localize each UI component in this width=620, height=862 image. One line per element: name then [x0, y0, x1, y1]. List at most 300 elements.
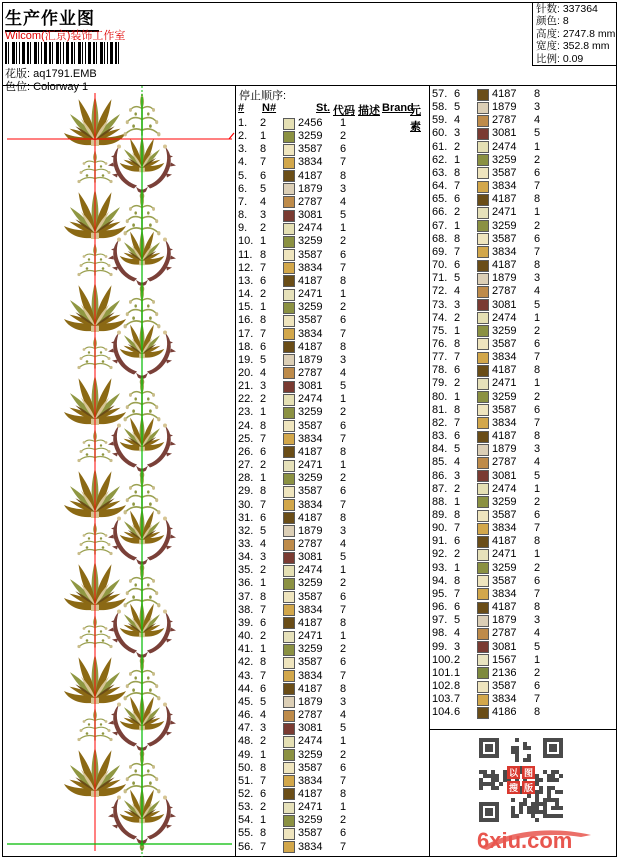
colorway-label: 色位: [5, 81, 31, 93]
cell-c-n: 8 [454, 232, 461, 245]
cell-c-st: 3834 [492, 351, 517, 364]
cell-c-cd: 3 [339, 524, 347, 537]
table-row [430, 351, 616, 364]
cell-c-i: 1. [238, 117, 248, 129]
cell-c-n: 7 [454, 416, 461, 429]
table-row [430, 141, 616, 154]
cell-c-cd: 1 [533, 482, 541, 495]
cell-c-i: 45. [238, 695, 254, 708]
cell-c-i: 94. [432, 574, 448, 587]
cell-c-st: 3587 [492, 337, 517, 350]
thread-color-swatch [283, 341, 295, 353]
table-row [236, 577, 429, 590]
thread-color-swatch [477, 510, 489, 522]
cell-c-n: 1 [260, 814, 267, 827]
cell-c-i: 61. [432, 140, 448, 153]
cell-c-i: 19. [238, 353, 254, 366]
table-row [430, 259, 616, 272]
cell-c-st: 3259 [298, 472, 323, 485]
cell-c-st: 1879 [298, 182, 323, 195]
cell-c-n: 8 [260, 419, 267, 432]
qr-finder-icon [479, 802, 499, 822]
cell-c-st: 3259 [492, 219, 517, 232]
cell-c-cd: 6 [339, 143, 347, 156]
cell-c-cd: 8 [339, 616, 347, 629]
cell-c-i: 26. [238, 445, 254, 458]
cell-c-st: 2456 [298, 117, 323, 129]
cell-c-cd: 7 [533, 693, 541, 706]
thread-color-swatch [283, 499, 295, 511]
cell-c-i: 38. [238, 603, 254, 616]
table-row [236, 156, 429, 169]
cell-c-cd: 2 [339, 577, 347, 590]
cell-c-cd: 4 [339, 195, 347, 208]
cell-c-cd: 8 [533, 601, 541, 614]
cell-c-cd: 8 [533, 535, 541, 548]
table-row [236, 564, 429, 577]
cell-c-st: 1879 [298, 524, 323, 537]
qr-code [479, 738, 563, 822]
table-row [236, 749, 429, 762]
cell-c-cd: 1 [339, 735, 347, 748]
thread-color-swatch [477, 654, 489, 666]
cell-c-i: 75. [432, 324, 448, 337]
table-row [430, 338, 616, 351]
cell-c-i: 48. [238, 735, 254, 748]
stamp-char: 版 [523, 783, 533, 793]
cell-c-cd: 2 [339, 130, 347, 143]
cell-c-i: 46. [238, 709, 254, 722]
cell-c-cd: 3 [533, 272, 541, 285]
cell-c-i: 103. [432, 693, 454, 706]
cell-c-n: 4 [454, 456, 461, 469]
cell-c-cd: 3 [533, 614, 541, 627]
cell-c-i: 83. [432, 430, 448, 443]
cell-c-cd: 2 [339, 235, 347, 248]
cell-c-i: 24. [238, 419, 254, 432]
cell-c-st: 2474 [298, 735, 323, 748]
cell-c-st: 2474 [298, 393, 323, 406]
table-row [430, 206, 616, 219]
cell-c-cd: 2 [533, 153, 541, 166]
cell-c-i: 28. [238, 472, 254, 485]
cell-c-i: 78. [432, 364, 448, 377]
table-row [430, 522, 616, 535]
cell-c-n: 4 [454, 285, 461, 298]
cell-c-cd: 7 [339, 774, 347, 787]
cell-c-st: 2474 [298, 564, 323, 577]
cell-c-st: 4187 [492, 601, 517, 614]
thread-color-swatch [477, 431, 489, 443]
cell-c-i: 10. [238, 235, 254, 248]
thread-color-swatch [283, 604, 295, 616]
thread-color-swatch [477, 312, 489, 324]
cell-c-st: 3834 [298, 156, 323, 169]
cell-c-st: 4187 [492, 535, 517, 548]
table-row [430, 483, 616, 496]
cell-c-st: 3081 [298, 380, 323, 393]
cell-c-st: 4186 [492, 706, 517, 719]
cell-c-i: 85. [432, 456, 448, 469]
table-row [236, 551, 429, 564]
cell-c-n: 3 [454, 469, 461, 482]
cell-c-i: 18. [238, 340, 254, 353]
thread-color-swatch [477, 588, 489, 600]
thread-color-swatch [283, 591, 295, 603]
cell-c-i: 73. [432, 298, 448, 311]
cell-c-n: 7 [454, 522, 461, 535]
cell-c-n: 7 [454, 693, 461, 706]
cell-c-n: 1 [454, 219, 461, 232]
cell-c-cd: 2 [339, 814, 347, 827]
cell-c-n: 1 [260, 130, 267, 143]
cell-c-st: 3081 [298, 722, 323, 735]
cell-c-cd: 3 [339, 695, 347, 708]
table-row [236, 827, 429, 840]
thread-color-swatch [477, 549, 489, 561]
table-row [430, 167, 616, 180]
cell-c-st: 3587 [298, 419, 323, 432]
table-row [236, 656, 429, 669]
thread-color-swatch [283, 302, 295, 314]
cell-c-n: 2 [260, 117, 267, 129]
cell-c-st: 4187 [298, 169, 323, 182]
table-row [430, 272, 616, 285]
cell-c-n: 6 [454, 364, 461, 377]
cell-c-cd: 4 [533, 114, 541, 127]
embroidery-preview-panel [2, 86, 236, 857]
cell-c-n: 1 [454, 495, 461, 508]
embroidery-design [2, 86, 235, 857]
cell-c-n: 4 [260, 195, 267, 208]
cell-c-n: 7 [454, 351, 461, 364]
cell-c-n: 2 [260, 564, 267, 577]
cell-c-i: 14. [238, 288, 254, 301]
thread-color-swatch [477, 128, 489, 140]
table-row [236, 814, 429, 827]
cell-c-n: 3 [454, 127, 461, 140]
cell-c-n: 3 [454, 298, 461, 311]
cell-c-n: 6 [260, 616, 267, 629]
thread-color-swatch [477, 325, 489, 337]
thread-color-swatch [283, 565, 295, 577]
cell-c-st: 4187 [298, 445, 323, 458]
site-logo [477, 822, 597, 856]
cell-c-i: 63. [432, 166, 448, 179]
cell-c-cd: 7 [339, 327, 347, 340]
thread-color-swatch [283, 749, 295, 761]
cell-c-i: 96. [432, 601, 448, 614]
cell-c-n: 2 [454, 377, 461, 390]
thread-color-swatch [477, 286, 489, 298]
cell-c-cd: 7 [339, 669, 347, 682]
cell-c-cd: 6 [533, 232, 541, 245]
cell-c-i: 52. [238, 787, 254, 800]
cell-c-i: 42. [238, 656, 254, 669]
table-row [430, 180, 616, 193]
cell-c-n: 5 [260, 353, 267, 366]
cell-c-cd: 8 [339, 340, 347, 353]
cell-c-st: 4187 [298, 340, 323, 353]
cell-c-cd: 7 [533, 245, 541, 258]
qr-finder-icon [543, 738, 563, 758]
cell-c-st: 3834 [492, 693, 517, 706]
table-row [236, 485, 429, 498]
cell-c-i: 32. [238, 524, 254, 537]
cell-c-cd: 6 [339, 419, 347, 432]
table-row [430, 443, 616, 456]
cell-c-i: 62. [432, 153, 448, 166]
cell-c-n: 4 [260, 709, 267, 722]
table-row [430, 233, 616, 246]
table-row [236, 117, 429, 130]
thread-color-swatch [477, 628, 489, 640]
table-row [430, 285, 616, 298]
thread-color-swatch [283, 617, 295, 629]
table-row [236, 446, 429, 459]
cell-c-i: 40. [238, 630, 254, 643]
cell-c-st: 3587 [492, 574, 517, 587]
thread-color-swatch [477, 299, 489, 311]
thread-color-swatch [283, 157, 295, 169]
cell-c-i: 36. [238, 577, 254, 590]
cell-c-i: 66. [432, 206, 448, 219]
cell-c-i: 39. [238, 616, 254, 629]
cell-c-cd: 4 [339, 709, 347, 722]
table-row [236, 591, 429, 604]
cell-c-cd: 7 [339, 603, 347, 616]
cell-c-cd: 1 [339, 459, 347, 472]
site-url: 6xiu.com [477, 828, 573, 853]
cell-c-st: 3259 [298, 235, 323, 248]
cell-c-st: 3587 [298, 314, 323, 327]
cell-c-cd: 5 [339, 551, 347, 564]
cell-c-cd: 8 [533, 706, 541, 719]
cell-c-st: 2474 [492, 311, 517, 324]
thread-color-swatch [477, 115, 489, 127]
table-row [430, 693, 616, 706]
table-row [236, 249, 429, 262]
thread-color-swatch [283, 249, 295, 261]
cell-c-st: 2787 [492, 627, 517, 640]
thread-color-swatch [283, 736, 295, 748]
cell-c-n: 8 [454, 509, 461, 521]
cell-c-st: 3587 [298, 143, 323, 156]
red-stamp [507, 766, 535, 794]
cell-c-cd: 2 [533, 219, 541, 232]
info-row: 高度: 2747.8 mm [536, 27, 616, 40]
cell-c-st: 4187 [298, 787, 323, 800]
cell-c-cd: 6 [533, 337, 541, 350]
cell-c-n: 3 [260, 551, 267, 564]
cell-c-n: 6 [260, 787, 267, 800]
cell-c-i: 22. [238, 393, 254, 406]
table-row [236, 775, 429, 788]
cell-c-cd: 6 [533, 574, 541, 587]
cell-c-cd: 1 [533, 311, 541, 324]
cell-c-n: 7 [260, 432, 267, 445]
cell-c-st: 2471 [298, 459, 323, 472]
thread-color-swatch [477, 523, 489, 535]
cell-c-i: 58. [432, 101, 448, 114]
cell-c-n: 3 [260, 209, 267, 222]
thread-color-swatch [283, 131, 295, 143]
stop-sequence-panel-2 [429, 86, 616, 730]
cell-c-st: 3587 [298, 761, 323, 774]
cell-c-cd: 7 [339, 156, 347, 169]
table-row [236, 617, 429, 630]
cell-c-n: 6 [260, 169, 267, 182]
cell-c-n: 7 [260, 327, 267, 340]
col-header-brand: Brand [382, 102, 414, 114]
cell-c-st: 3259 [298, 577, 323, 590]
cell-c-n: 6 [454, 88, 461, 100]
cell-c-i: 37. [238, 590, 254, 603]
cell-c-n: 6 [454, 706, 461, 719]
table-row [236, 380, 429, 393]
thread-color-swatch [283, 433, 295, 445]
thread-color-swatch [283, 420, 295, 432]
cell-c-n: 7 [454, 245, 461, 258]
qr-finder-icon [479, 738, 499, 758]
cell-c-i: 88. [432, 495, 448, 508]
cell-c-n: 6 [454, 193, 461, 206]
cell-c-cd: 2 [339, 406, 347, 419]
cell-c-st: 3834 [492, 587, 517, 600]
cell-c-n: 1 [260, 301, 267, 314]
cell-c-cd: 7 [533, 587, 541, 600]
cell-c-cd: 5 [533, 469, 541, 482]
cell-c-cd: 6 [339, 590, 347, 603]
cell-c-i: 29. [238, 485, 254, 498]
table-row [236, 525, 429, 538]
table-row [236, 209, 429, 222]
thread-color-swatch [477, 273, 489, 285]
design-file-label: 花版: [5, 68, 31, 80]
cell-c-n: 5 [454, 101, 461, 114]
cell-c-i: 104. [432, 706, 454, 719]
cell-c-n: 8 [260, 590, 267, 603]
cell-c-n: 8 [260, 485, 267, 498]
thread-color-swatch [283, 460, 295, 472]
table-row [430, 246, 616, 259]
cell-c-st: 2471 [298, 288, 323, 301]
cell-c-i: 3. [238, 143, 248, 156]
table-row [430, 706, 616, 719]
cell-c-i: 101. [432, 666, 454, 679]
cell-c-i: 80. [432, 390, 448, 403]
table-row [430, 391, 616, 404]
stamp-char: 图 [523, 768, 533, 778]
table-row [236, 841, 429, 854]
thread-color-swatch [477, 641, 489, 653]
cell-c-st: 2471 [492, 206, 517, 219]
cell-c-n: 2 [260, 288, 267, 301]
cell-c-i: 76. [432, 337, 448, 350]
cell-c-n: 7 [260, 840, 267, 853]
cell-c-st: 4187 [492, 259, 517, 272]
cell-c-st: 3834 [298, 840, 323, 853]
cell-c-st: 4187 [298, 274, 323, 287]
thread-color-swatch [283, 183, 295, 195]
col-header-stitch: St. [316, 102, 331, 114]
thread-color-swatch [283, 473, 295, 485]
cell-c-i: 81. [432, 403, 448, 416]
cell-c-cd: 1 [339, 288, 347, 301]
cell-c-i: 68. [432, 232, 448, 245]
thread-color-swatch [283, 696, 295, 708]
thread-color-swatch [283, 657, 295, 669]
cell-c-cd: 6 [533, 166, 541, 179]
colorway-value: Colorway 1 [33, 81, 89, 93]
cell-c-i: 21. [238, 380, 254, 393]
table-row [430, 299, 616, 312]
cell-c-n: 8 [260, 143, 267, 156]
cell-c-st: 2471 [298, 801, 323, 814]
cell-c-cd: 5 [339, 209, 347, 222]
cell-c-cd: 1 [533, 377, 541, 390]
cell-c-st: 4187 [298, 682, 323, 695]
cell-c-st: 3259 [492, 561, 517, 574]
cell-c-n: 2 [454, 206, 461, 219]
thread-color-swatch [283, 525, 295, 537]
table-row [430, 535, 616, 548]
cell-c-i: 77. [432, 351, 448, 364]
cell-c-n: 6 [260, 340, 267, 353]
table-row [236, 275, 429, 288]
table-row [430, 114, 616, 127]
cell-c-i: 99. [432, 640, 448, 653]
thread-color-swatch [283, 210, 295, 222]
cell-c-n: 7 [260, 669, 267, 682]
cell-c-n: 1 [454, 561, 461, 574]
thread-color-swatch [283, 236, 295, 248]
cell-c-cd: 1 [339, 117, 347, 129]
cell-c-i: 67. [432, 219, 448, 232]
table-row [236, 801, 429, 814]
cell-c-cd: 5 [533, 298, 541, 311]
thread-color-swatch [283, 394, 295, 406]
cell-c-cd: 6 [339, 827, 347, 840]
cell-c-n: 7 [260, 498, 267, 511]
table-row [236, 328, 429, 341]
thread-color-swatch [283, 262, 295, 274]
table-row [430, 404, 616, 417]
thread-color-swatch [477, 470, 489, 482]
info-row: 比例: 0.09 [536, 52, 584, 65]
cell-c-cd: 7 [339, 840, 347, 853]
cell-c-i: 41. [238, 643, 254, 656]
stop-rows-2 [430, 88, 616, 720]
table-row [430, 456, 616, 469]
cell-c-n: 1 [454, 324, 461, 337]
cell-c-st: 2471 [492, 548, 517, 561]
cell-c-st: 3081 [492, 127, 517, 140]
thread-color-swatch [477, 575, 489, 587]
cell-c-i: 31. [238, 511, 254, 524]
cell-c-cd: 1 [533, 653, 541, 666]
thread-color-swatch [477, 378, 489, 390]
cell-c-cd: 2 [533, 666, 541, 679]
thread-color-swatch [283, 802, 295, 814]
cell-c-n: 8 [260, 761, 267, 774]
cell-c-i: 54. [238, 814, 254, 827]
thread-color-swatch [283, 170, 295, 182]
cell-c-cd: 4 [339, 538, 347, 550]
cell-c-st: 2787 [298, 366, 323, 379]
cell-c-n: 1 [260, 643, 267, 656]
cell-c-cd: 8 [533, 259, 541, 272]
